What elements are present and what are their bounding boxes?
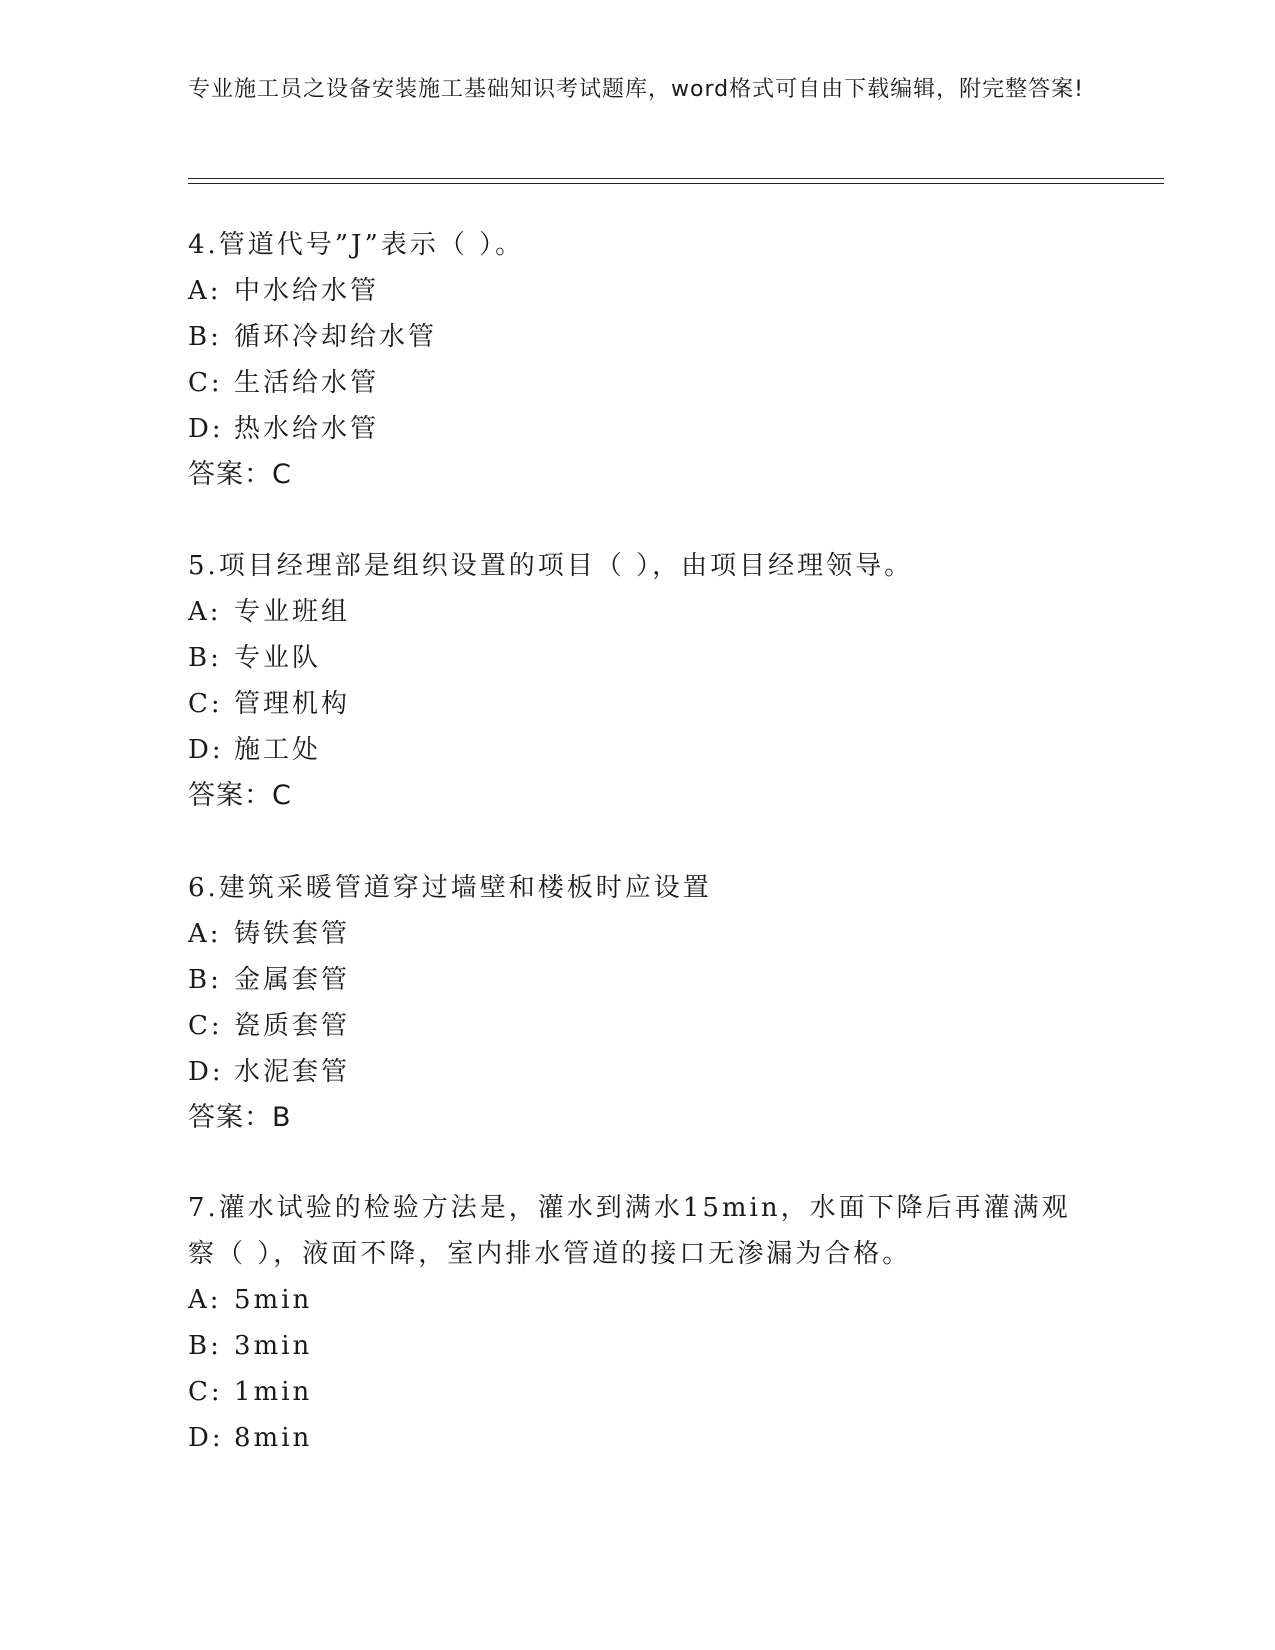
option-key: A:	[188, 919, 222, 949]
option-text: 生活给水管	[234, 368, 380, 398]
option-a	[188, 1277, 1088, 1323]
option-key: D:	[188, 1423, 224, 1453]
option-key: B:	[188, 643, 222, 673]
document-header: 专业施工员之设备安装施工基础知识考试题库，word格式可自由下载编辑，附完整答案!	[188, 77, 1084, 102]
option-a	[188, 268, 1088, 314]
header-divider-top	[188, 178, 1164, 179]
option-text: 铸铁套管	[234, 919, 351, 949]
option-text: 循环冷却给水管	[234, 322, 438, 352]
option-text: 8min	[234, 1423, 313, 1453]
answer-line: 答案：B	[188, 1102, 292, 1133]
option-key: B:	[188, 965, 222, 995]
option-text: 瓷质套管	[234, 1011, 351, 1041]
question-stem: 4.管道代号”J”表示（ ）。	[188, 230, 525, 260]
option-key: A:	[188, 597, 222, 627]
option-c	[188, 1003, 1088, 1049]
option-text: 热水给水管	[234, 414, 380, 444]
question-stem: 5.项目经理部是组织设置的项目（ ），由项目经理领导。	[188, 551, 914, 581]
option-text: 水泥套管	[234, 1057, 351, 1087]
header-divider-bottom	[188, 183, 1164, 184]
option-d	[188, 727, 1088, 773]
option-key: D:	[188, 1057, 224, 1087]
question-7	[188, 1185, 1088, 1461]
question-6	[188, 865, 1088, 1141]
option-key: D:	[188, 735, 224, 765]
option-key: C:	[188, 1011, 223, 1041]
option-a	[188, 911, 1088, 957]
option-text: 金属套管	[234, 965, 351, 995]
option-text: 专业班组	[234, 597, 351, 627]
option-key: B:	[188, 322, 222, 352]
option-b	[188, 314, 1088, 360]
option-key: D:	[188, 414, 224, 444]
option-b	[188, 635, 1088, 681]
option-a	[188, 589, 1088, 635]
option-c	[188, 1369, 1088, 1415]
option-text: 专业队	[234, 643, 322, 673]
question-5	[188, 543, 1088, 819]
answer-line: 答案：C	[188, 780, 292, 811]
option-b	[188, 1323, 1088, 1369]
option-c	[188, 360, 1088, 406]
answer-line: 答案：C	[188, 459, 292, 490]
question-stem: 7.灌水试验的检验方法是，灌水到满水15min，水面下降后再灌满观察（ ），液面不降，室内排水管道的接口无渗漏为合格。	[188, 1193, 1071, 1269]
option-b	[188, 957, 1088, 1003]
option-key: B:	[188, 1331, 222, 1361]
option-c	[188, 681, 1088, 727]
option-text: 中水给水管	[234, 276, 380, 306]
option-key: A:	[188, 276, 222, 306]
option-key: C:	[188, 368, 223, 398]
option-key: C:	[188, 1377, 223, 1407]
option-text: 1min	[234, 1377, 313, 1407]
option-key: A:	[188, 1285, 222, 1315]
option-d	[188, 1415, 1088, 1461]
option-d	[188, 406, 1088, 452]
option-text: 5min	[234, 1285, 313, 1315]
question-stem: 6.建筑采暖管道穿过墙壁和楼板时应设置	[188, 873, 712, 903]
option-text: 3min	[234, 1331, 313, 1361]
question-4	[188, 222, 1088, 498]
option-text: 施工处	[234, 735, 322, 765]
option-key: C:	[188, 689, 223, 719]
option-d	[188, 1049, 1088, 1095]
option-text: 管理机构	[234, 689, 351, 719]
